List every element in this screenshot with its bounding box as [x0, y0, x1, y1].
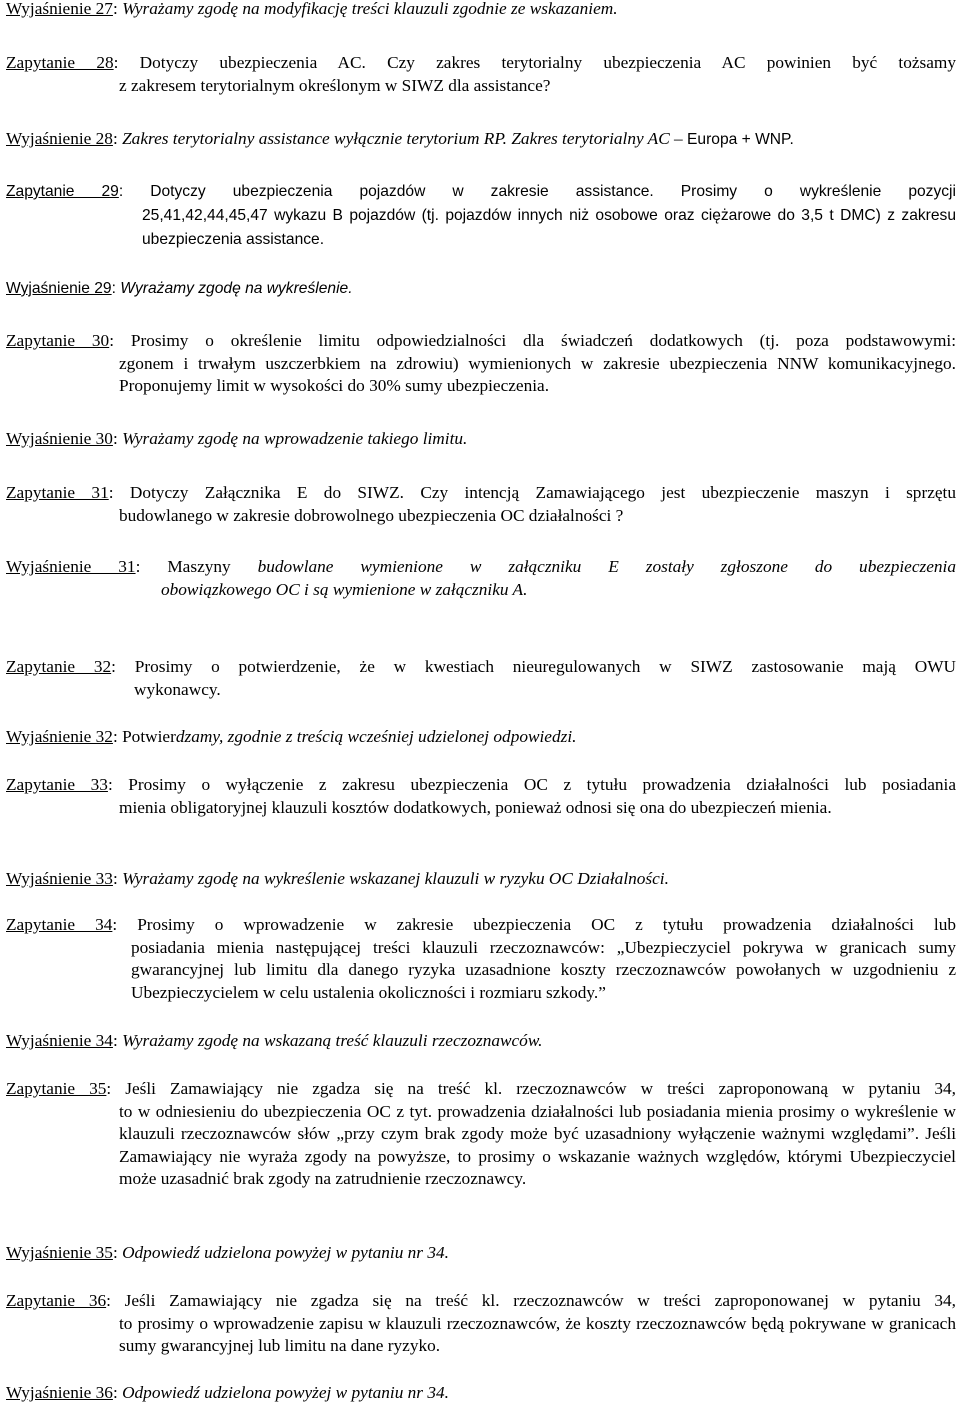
answer-29: Wyjaśnienie 29: Wyrażamy zgodę na wykreślenie.: [6, 280, 353, 297]
answer-label: Wyjaśnienie 29: [6, 280, 112, 297]
question-text: Dotyczy ubezpieczenia pojazdów w zakresie assistance. Prosimy o wykreślenie pozycji: [150, 183, 956, 200]
question-label: Zapytanie 30: [6, 331, 110, 350]
answer-label: Wyjaśnienie 30: [6, 429, 113, 448]
question-label: Zapytanie 33: [6, 775, 108, 794]
answer-33: Wyjaśnienie 33: Wyrażamy zgodę na wykreślenie wskazanej klauzuli w ryzyku OC Działalności.: [6, 869, 669, 888]
question-text-cont: to prosimy o wprowadzenie zapisu w klauzuli rzeczoznawców, że koszty rzeczoznawców będą pokrywane w granicach sumy gwarancyjnej lub limitu na dane ryzyko.: [119, 1313, 956, 1355]
answer-36: Wyjaśnienie 36: Odpowiedź udzielona powyżej w pytaniu nr 34.: [6, 1383, 449, 1402]
question-text: Dotyczy ubezpieczenia AC. Czy zakres terytorialny ubezpieczenia AC powinien być tożsamy: [139, 53, 956, 72]
answer-label: Wyjaśnienie 34: [6, 1031, 113, 1050]
answer-text-plain: Maszyny: [167, 557, 258, 576]
answer-28: Wyjaśnienie 28: Zakres terytorialny assistance wyłącznie terytorium RP. Zakres terytorialny AC – Europa + WNP.: [6, 129, 794, 148]
question-text-cont: 25,41,42,44,45,47 wykazu B pojazdów (tj. pojazdów innych niż osobowe oraz ciężarowe do 3,5 t DMC) z zakresu ubezpieczenia assistance.: [142, 207, 956, 248]
answer-34: Wyjaśnienie 34: Wyrażamy zgodę na wskazaną treść klauzuli rzeczoznawców.: [6, 1031, 543, 1050]
question-28: Zapytanie 28: Dotyczy ubezpieczenia AC. Czy zakres terytorialny ubezpieczenia AC powinien być tożsamy z zakresem terytorialnym określonym w SIWZ dla assistance?: [6, 52, 956, 97]
answer-label: Wyjaśnienie 28: [6, 129, 113, 148]
question-36: Zapytanie 36: Jeśli Zamawiający nie zgadza się na treść kl. rzeczoznawców w treści zaproponowanej w pytaniu 34, to prosimy o wprowadzenie zapisu w klauzuli rzeczoznawców, że koszty rzeczoznawców będą pokrywane w granicach sumy gwarancyjnej lub limitu na dane ryzyko.: [6, 1290, 956, 1358]
answer-text-plain: Europa + WNP.: [687, 131, 794, 148]
answer-label: Wyjaśnienie 36: [6, 1383, 113, 1402]
question-29: Zapytanie 29: Dotyczy ubezpieczenia pojazdów w zakresie assistance. Prosimy o wykreślenie pozycji 25,41,42,44,45,47 wykazu B pojazdów (tj. pojazdów innych niż osobowe oraz ciężarowe do 3,5 t DMC) z zakresu ubezpieczenia assistance.: [6, 180, 956, 252]
question-label: Zapytanie 36: [6, 1291, 107, 1310]
answer-label: Wyjaśnienie 32: [6, 727, 113, 746]
question-text: Dotyczy Załącznika E do SIWZ. Czy intencją Zamawiającego jest ubezpieczenie maszyn i sprzętu: [129, 483, 956, 502]
question-label: Zapytanie 35: [6, 1079, 107, 1098]
answer-text-cont: obowiązkowego OC i są wymienione w załączniku A.: [161, 579, 528, 599]
answer-label: Wyjaśnienie 31: [6, 557, 136, 576]
answer-text: Odpowiedź udzielona powyżej w pytaniu nr 34.: [122, 1243, 449, 1262]
question-text: Prosimy o określenie limitu odpowiedzialności dla świadczeń dodatkowych (tj. poza podstawowymi:: [130, 331, 957, 350]
answer-35: Wyjaśnienie 35: Odpowiedź udzielona powyżej w pytaniu nr 34.: [6, 1243, 449, 1262]
answer-text: Wyrażamy zgodę na modyfikację treści klauzuli zgodnie ze wskazaniem.: [122, 0, 618, 18]
question-33: Zapytanie 33: Prosimy o wyłączenie z zakresu ubezpieczenia OC z tytułu prowadzenia działalności lub posiadania mienia obligatoryjnej klauzuli kosztów dodatkowych, ponieważ odnosi się ona do ubezpieczeń mienia.: [6, 774, 956, 819]
question-text-cont: to w odniesieniu do ubezpieczenia OC z tyt. prowadzenia działalności lub posiadania mienia prosimy o wykreślenie w klauzuli rzeczoznawców słów „przy czym brak zgody może być uzasadniony wyłączenie ważnymi względami”. Jeśli Zamawiający nie wyraża zgody na powyższe, to prosimy o wskazanie ważnych względów, którymi Ubezpieczyciel może uzasadnić brak zgody na zatrudnienie rzeczoznawcy.: [119, 1101, 956, 1188]
question-34: Zapytanie 34: Prosimy o wprowadzenie w zakresie ubezpieczenia OC z tytułu prowadzenia działalności lub posiadania mienia następującej treści klauzuli rzeczoznawców: „Ubezpieczyciel pokrywa w granicach sumy gwarancyjnej lub limitu dla danego ryzyka uzasadnione koszty rzeczoznawców powołanych w uzgodnieniu z Ubezpieczycielem w celu ustalenia okoliczności i rozmiaru szkody.”: [6, 914, 956, 1004]
question-text-cont: z zakresem terytorialnym określonym w SIWZ dla assistance?: [119, 75, 551, 95]
question-label: Zapytanie 32: [6, 657, 112, 676]
question-text-cont: budowlanego w zakresie dobrowolnego ubezpieczenia OC działalności ?: [119, 505, 624, 525]
answer-text: dzamy, zgodnie z treścią wcześniej udzielonej odpowiedzi.: [175, 727, 577, 746]
question-text-cont: wykonawcy.: [134, 679, 221, 699]
answer-30: Wyjaśnienie 30: Wyrażamy zgodę na wprowadzenie takiego limitu.: [6, 429, 468, 448]
question-31: Zapytanie 31: Dotyczy Załącznika E do SIWZ. Czy intencją Zamawiającego jest ubezpieczenie maszyn i sprzętu budowlanego w zakresie dobrowolnego ubezpieczenia OC działalności ?: [6, 482, 956, 527]
answer-text: budowlane wymienione w załączniku E zostały zgłoszone do ubezpieczenia: [257, 557, 956, 576]
question-35: Zapytanie 35: Jeśli Zamawiający nie zgadza się na treść kl. rzeczoznawców w treści zaproponowaną w pytaniu 34, to w odniesieniu do ubezpieczenia OC z tyt. prowadzenia działalności lub posiadania mienia prosimy o wykreślenie w klauzuli rzeczoznawców słów „przy czym brak zgody może być uzasadniony wyłączenie ważnymi względami”. Jeśli Zamawiający nie wyraża zgody na powyższe, to prosimy o wskazanie ważnych względów, którymi Ubezpieczyciel może uzasadnić brak zgody na zatrudnienie rzeczoznawcy.: [6, 1078, 956, 1191]
question-text-cont: mienia obligatoryjnej klauzuli kosztów dodatkowych, ponieważ odnosi się ona do ubezpieczeń mienia.: [119, 797, 832, 817]
question-text: Jeśli Zamawiający nie zgadza się na treść kl. rzeczoznawców w treści zaproponowaną w pytaniu 34,: [125, 1079, 956, 1098]
answer-text: Wyrażamy zgodę na wskazaną treść klauzuli rzeczoznawców.: [122, 1031, 543, 1050]
question-text: Jeśli Zamawiający nie zgadza się na treść kl. rzeczoznawców w treści zaproponowanej w pytaniu 34,: [124, 1291, 956, 1310]
answer-label: Wyjaśnienie 33: [6, 869, 113, 888]
question-text-cont: zgonem i trwałym uszczerbkiem na zdrowiu) wymienionych w zakresie ubezpieczenia NNW komunikacyjnego. Proponujemy limit w wysokości do 30% sumy ubezpieczenia.: [119, 353, 956, 395]
question-text: Prosimy o wyłączenie z zakresu ubezpieczenia OC z tytułu prowadzenia działalności lub posiadania: [128, 775, 956, 794]
question-label: Zapytanie 34: [6, 915, 113, 934]
question-text: Prosimy o wprowadzenie w zakresie ubezpieczenia OC z tytułu prowadzenia działalności lub: [137, 915, 956, 934]
question-30: Zapytanie 30: Prosimy o określenie limitu odpowiedzialności dla świadczeń dodatkowych (tj. poza podstawowymi: zgonem i trwałym uszczerbkiem na zdrowiu) wymienionych w zakresie ubezpieczenia NNW komunikacyjnego. Proponujemy limit w wysokości do 30% sumy ubezpieczenia.: [6, 330, 956, 398]
answer-label: Wyjaśnienie 27: [6, 0, 113, 18]
answer-31: Wyjaśnienie 31: Maszyny budowlane wymienione w załączniku E zostały zgłoszone do ubezpieczenia obowiązkowego OC i są wymienione w załączniku A.: [6, 556, 956, 601]
answer-text: Wyrażamy zgodę na wprowadzenie takiego limitu.: [122, 429, 468, 448]
answer-text-plain: Potwier: [122, 727, 176, 746]
question-label: Zapytanie 28: [6, 53, 114, 72]
answer-text: Wyrażamy zgodę na wykreślenie.: [120, 280, 353, 297]
question-label: Zapytanie 29: [6, 183, 119, 200]
answer-text: Wyrażamy zgodę na wykreślenie wskazanej klauzuli w ryzyku OC Działalności.: [122, 869, 669, 888]
question-label: Zapytanie 31: [6, 483, 109, 502]
answer-text: Zakres terytorialny assistance wyłącznie terytorium RP. Zakres terytorialny AC –: [122, 129, 688, 148]
question-text: Prosimy o potwierdzenie, że w kwestiach nieuregulowanych w SIWZ zastosowanie mają OWU: [134, 657, 956, 676]
question-32: Zapytanie 32: Prosimy o potwierdzenie, że w kwestiach nieuregulowanych w SIWZ zastosowanie mają OWU wykonawcy.: [6, 656, 956, 701]
answer-27: Wyjaśnienie 27: Wyrażamy zgodę na modyfikację treści klauzuli zgodnie ze wskazaniem.: [6, 0, 618, 18]
answer-label: Wyjaśnienie 35: [6, 1243, 113, 1262]
answer-text: Odpowiedź udzielona powyżej w pytaniu nr 34.: [122, 1383, 449, 1402]
answer-32: Wyjaśnienie 32: Potwierdzamy, zgodnie z treścią wcześniej udzielonej odpowiedzi.: [6, 727, 577, 746]
question-text-cont: posiadania mienia następującej treści klauzuli rzeczoznawców: „Ubezpieczyciel pokrywa w granicach sumy gwarancyjnej lub limitu dla danego ryzyka uzasadnione koszty rzeczoznawców powołanych w uzgodnieniu z Ubezpieczycielem w celu ustalenia okoliczności i rozmiaru szkody.”: [131, 937, 956, 1002]
